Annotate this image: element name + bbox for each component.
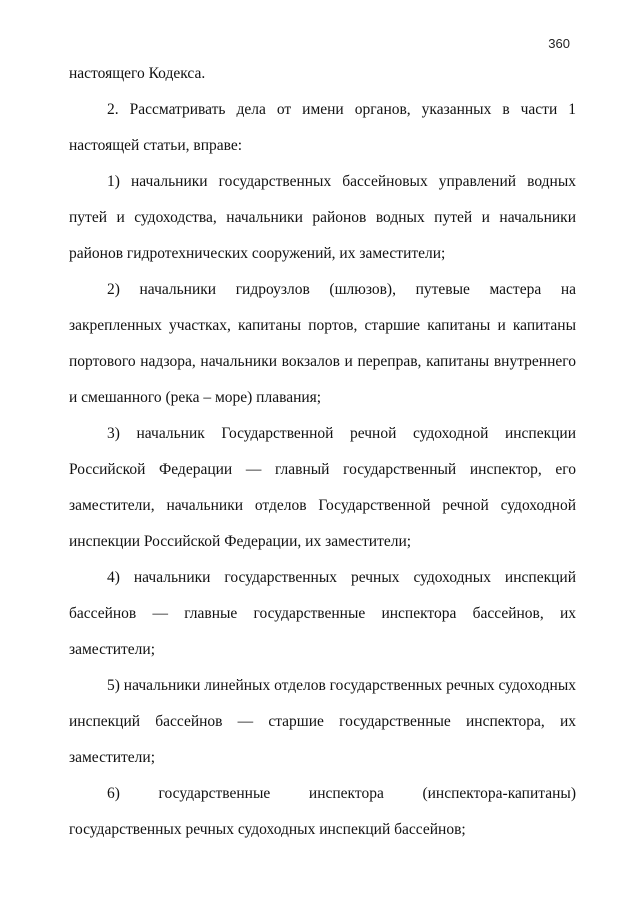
paragraph-continuation: настоящего Кодекса. [69, 65, 206, 82]
paragraph-item-5: 5) начальники линейных отделов государственных речных судоходных инспекций бассейнов — старшие государственные инспектора, их заместители; [69, 677, 576, 766]
page-number: 360 [548, 36, 570, 51]
paragraph-item-2: 2) начальники гидроузлов (шлюзов), путевые мастера на закрепленных участках, капитаны портов, старшие капитаны и капитаны портового надзора, начальники вокзалов и переправ, капитаны внутреннего и смешанного (река – море) плавания; [69, 281, 576, 406]
paragraph-clause-2: 2. Рассматривать дела от имени органов, указанных в части 1 настоящей статьи, вправе: [69, 101, 576, 154]
paragraph-item-4: 4) начальники государственных речных судоходных инспекций бассейнов — главные государственные инспектора бассейнов, их заместители; [69, 569, 576, 658]
document-body [69, 56, 576, 848]
paragraph-item-3: 3) начальник Государственной речной судоходной инспекции Российской Федерации — главный государственный инспектор, его заместители, начальники отделов Государственной речной судоходной инспекции Российской Федерации, их заместители; [69, 425, 576, 550]
paragraph-item-1: 1) начальники государственных бассейновых управлений водных путей и судоходства, начальники районов водных путей и начальники районов гидротехнических сооружений, их заместители; [69, 173, 576, 262]
paragraph-item-6: 6) государственные инспектора (инспектора-капитаны) государственных речных судоходных инспекций бассейнов; [69, 785, 576, 838]
